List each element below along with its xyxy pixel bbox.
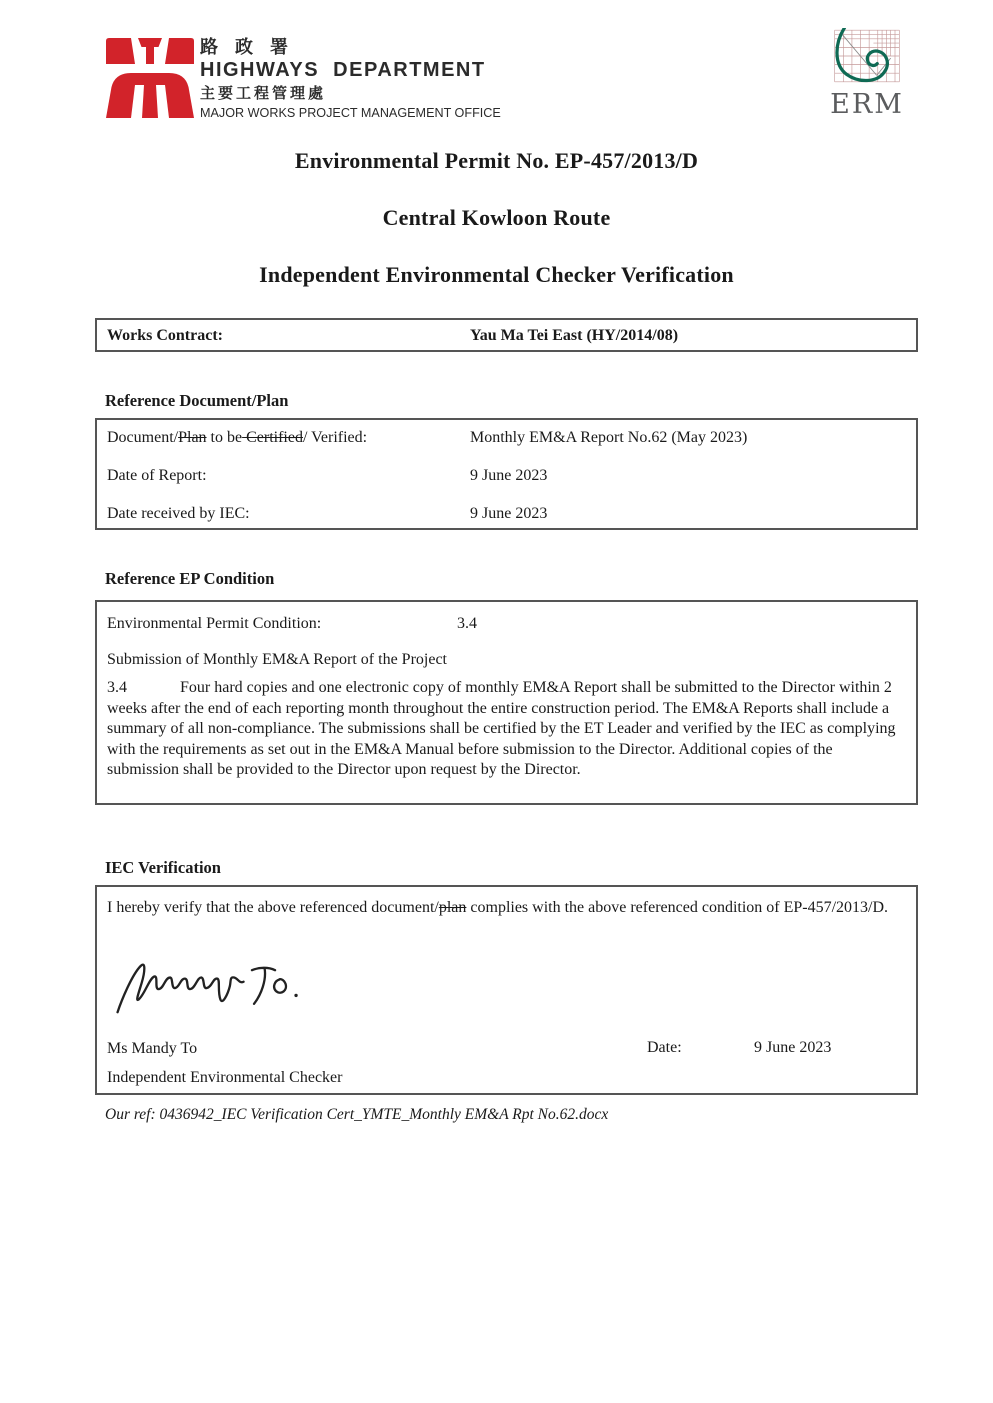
signatory-name: Ms Mandy To	[107, 1040, 198, 1057]
iec-verification-heading: IEC Verification	[105, 858, 221, 877]
clause-number: 3.4	[107, 679, 127, 696]
verification-statement	[107, 897, 904, 919]
ep-condition-subtitle: Submission of Monthly EM&A Report of the Project	[107, 651, 447, 668]
hyd-english-office: MAJOR WORKS PROJECT MANAGEMENT OFFICE	[200, 105, 501, 120]
ep-condition-box	[95, 600, 918, 805]
date-of-report-value: 9 June 2023	[470, 467, 548, 484]
our-ref-line: Our ref: 0436942_IEC Verification Cert_YMTE_Monthly EM&A Rpt No.62.docx	[105, 1106, 609, 1123]
ep-condition-clause	[107, 678, 904, 781]
works-contract-value: Yau Ma Tei East (HY/2014/08)	[470, 327, 679, 344]
erm-logo	[828, 28, 906, 120]
erm-spiral-icon	[828, 28, 906, 89]
works-contract-label: Works Contract:	[107, 327, 223, 344]
date-received-label: Date received by IEC:	[107, 505, 250, 522]
hyd-chinese-office: 主要工程管理處	[200, 85, 327, 102]
highways-department-logo-icon	[105, 35, 195, 118]
signature-image	[111, 945, 311, 1029]
statement-part: I hereby verify that the above referenced document/	[107, 899, 439, 916]
label-part: / Verified:	[302, 429, 368, 446]
label-part: Document/	[107, 429, 179, 446]
struck-plan-text: plan	[438, 899, 467, 916]
date-received-value: 9 June 2023	[470, 505, 548, 522]
iec-verification-box	[95, 885, 918, 1095]
date-value: 9 June 2023	[754, 1039, 832, 1056]
document-to-be-verified-label	[107, 428, 367, 448]
project-title: Central Kowloon Route	[382, 205, 611, 230]
label-part: to be	[206, 429, 243, 446]
signatory-title: Independent Environmental Checker	[107, 1069, 343, 1086]
struck-plan-text: Plan	[178, 429, 207, 446]
reference-document-box	[95, 418, 918, 530]
permit-number-title: Environmental Permit No. EP-457/2013/D	[294, 148, 699, 173]
ep-condition-label: Environmental Permit Condition:	[107, 615, 322, 632]
works-contract-box	[95, 318, 918, 352]
erm-wordmark: ERM	[830, 89, 904, 120]
hyd-english-name: HIGHWAYS DEPARTMENT	[200, 59, 486, 81]
document-type-title: Independent Environmental Checker Verification	[259, 262, 734, 287]
struck-certified-text: Certified	[242, 429, 303, 446]
date-of-report-label: Date of Report:	[107, 467, 207, 484]
reference-document-heading: Reference Document/Plan	[105, 391, 289, 410]
document-to-be-verified-value: Monthly EM&A Report No.62 (May 2023)	[470, 429, 748, 446]
statement-part: complies with the above referenced condition of EP-457/2013/D.	[466, 899, 889, 916]
ep-condition-value: 3.4	[457, 615, 477, 632]
date-label: Date:	[647, 1039, 682, 1056]
highways-department-text-block	[200, 36, 510, 121]
hyd-chinese-name: 路 政 署	[200, 37, 295, 57]
reference-ep-condition-heading: Reference EP Condition	[105, 569, 275, 588]
clause-text: Four hard copies and one electronic copy of monthly EM&A Report shall be submitted to the Director within 2 weeks after the end of each reporting month throughout the entire construction period. The EM&A Reports shall include a summary of all non-compliance. The submissions shall be certified by the ET Leader and verified by the IEC as complying with the requirements as set out in the EM&A Manual before submission to the Director. Additional copies of the submission shall be provided to the Director upon request by the Director.	[107, 679, 896, 778]
